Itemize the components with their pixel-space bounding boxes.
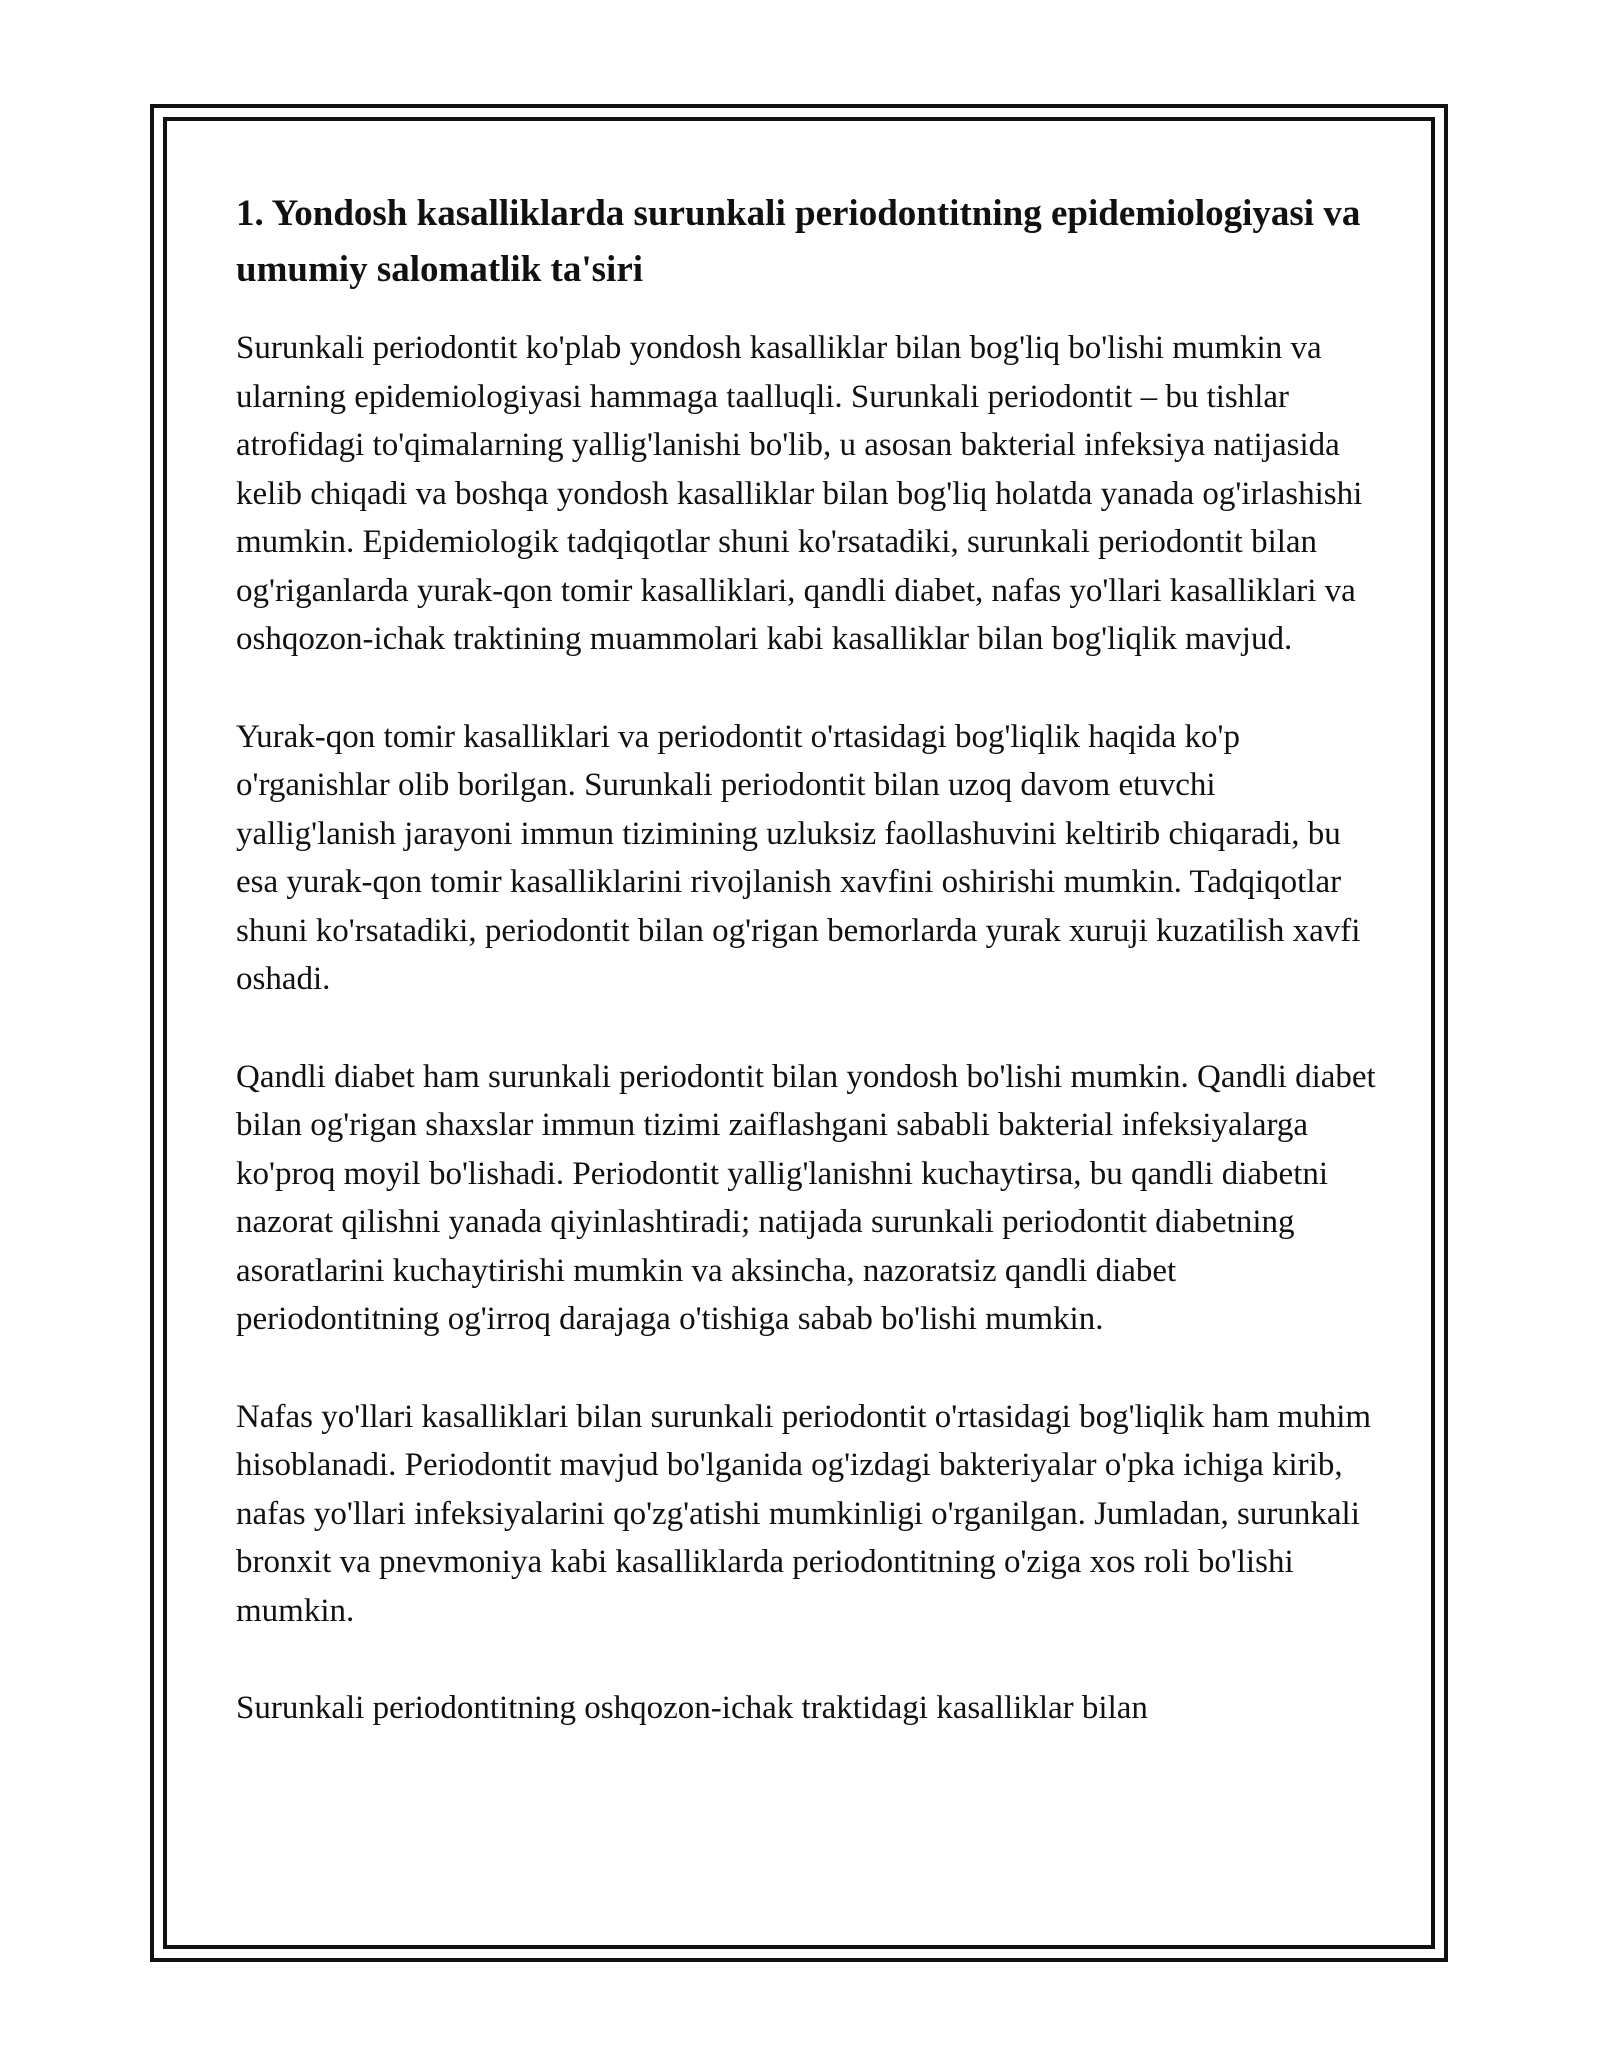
section-heading: 1. Yondosh kasalliklarda surunkali periodontitning epidemiologiyasi va umumiy salomatlik ta'siri (236, 193, 1361, 290)
document-body (236, 186, 1376, 1782)
paragraph-diabetes: Qandli diabet ham surunkali periodontit bilan yondosh bo'lishi mumkin. Qandli diabet bilan og'rigan shaxslar immun tizimi zaiflashgani sababli bakterial infeksiyalarga ko'proq moyil bo'lishadi. Periodontit yallig'lanishni kuchaytirsa, bu qandli diabetni nazorat qilishni yanada qiyinlashtiradi; natijada surunkali periodontit diabetning asoratlarini kuchaytirishi mumkin va aksincha, nazoratsiz qandli diabet periodontitning og'irroq darajaga o'tishiga sabab bo'lishi mumkin. (236, 1058, 1376, 1337)
paragraph-cardiovascular: Yurak-qon tomir kasalliklari va periodontit o'rtasidagi bog'liqlik haqida ko'p o'rganishlar olib borilgan. Surunkali periodontit bilan uzoq davom etuvchi yallig'lanish jarayoni immun tizimining uzluksiz faollashuvini keltirib chiqaradi, bu esa yurak-qon tomir kasalliklarini rivojlanish xavfini oshirishi mumkin. Tadqiqotlar shuni ko'rsatadiki, periodontit bilan og'rigan bemorlarda yurak xuruji kuzatilish xavfi oshadi. (236, 718, 1361, 997)
paragraph-respiratory: Nafas yo'llari kasalliklari bilan surunkali periodontit o'rtasidagi bog'liqlik ham muhim hisoblanadi. Periodontit mavjud bo'lganida og'izdagi bakteriyalar o'pka ichiga kirib, nafas yo'llari infeksiyalarini qo'zg'atishi mumkinligi o'rganilgan. Jumladan, surunkali bronxit va pnevmoniya kabi kasalliklarda periodontitning o'ziga xos roli bo'lishi mumkin. (236, 1398, 1372, 1629)
paragraph-gastrointestinal: Surunkali periodontitning oshqozon-ichak traktidagi kasalliklar bilan (236, 1690, 1148, 1726)
paragraph-epidemiology: Surunkali periodontit ko'plab yondosh kasalliklar bilan bog'liq bo'lishi mumkin va ularning epidemiologiyasi hammaga taalluqli. Surunkali periodontit – bu tishlar atrofidagi to'qimalarning yallig'lanishi bo'lib, u asosan bakterial infeksiya natijasida kelib chiqadi va boshqa yondosh kasalliklar bilan bog'liq holatda yanada og'irlashishi mumkin. Epidemiologik tadqiqotlar shuni ko'rsatadiki, surunkali periodontit bilan og'riganlarda yurak-qon tomir kasalliklari, qandli diabet, nafas yo'llari kasalliklari va oshqozon-ichak traktining muammolari kabi kasalliklar bilan bog'liqlik mavjud. (236, 330, 1363, 657)
